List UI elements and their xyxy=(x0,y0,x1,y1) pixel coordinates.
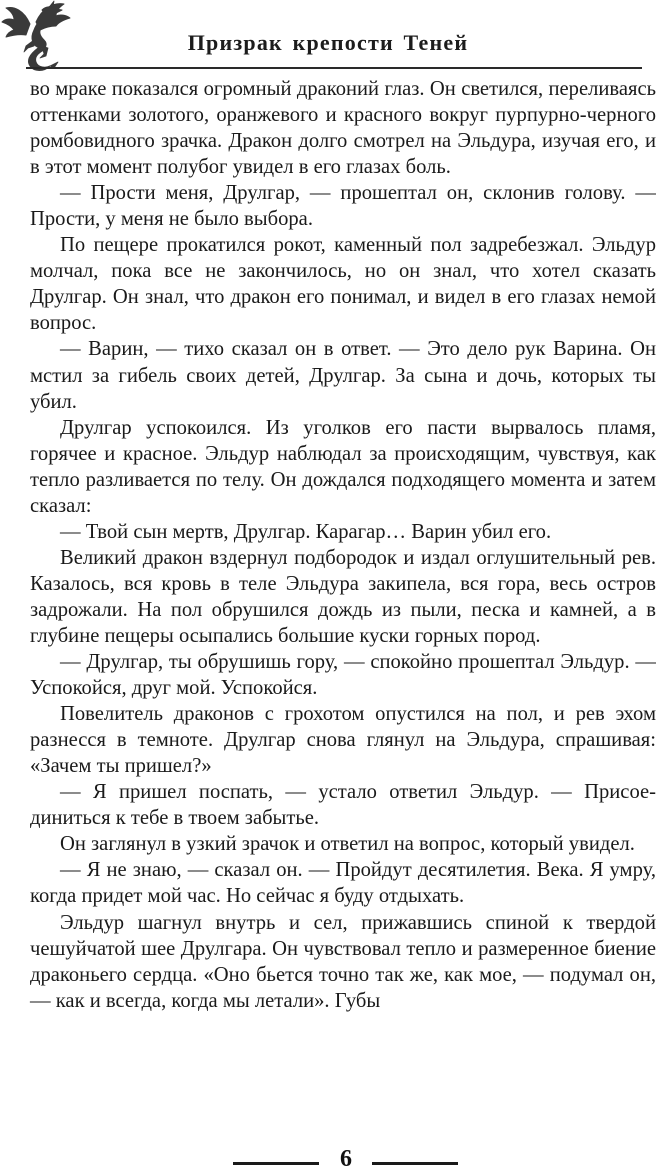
page-body xyxy=(30,76,656,1014)
paragraph: По пещере прокатился рокот, каменный пол задребезжал. Эльдур молчал, пока все не закончилось, но он знал, что хотел сказать Друлгар. Он знал, что дракон его понимал, и видел в его глазах немой вопрос. xyxy=(30,234,656,335)
paragraph: — Друлгар, ты обрушишь гору, — спокойно прошептал Эльдур. — Успокойся, друг мой. Успокойся. xyxy=(30,651,656,700)
paragraph: Друлгар успокоился. Из уголков его пасти вырвалось пламя, горячее и красное. Эльдур наблюдал за происходящим, чувствуя, как тепло разливается по телу. Он дождался подходящего момента и затем сказал: xyxy=(30,416,656,517)
paragraph: Он заглянул в узкий зрачок и ответил на вопрос, который увидел. xyxy=(60,833,635,856)
paragraph: — Варин, — тихо сказал он в ответ. — Это дело рук Варина. Он мстил за гибель своих детей, Друлгар. За сына и дочь, которых ты убил. xyxy=(30,338,656,413)
paragraph: Повелитель драконов с грохотом опустился на пол, и рев эхом разнесся в темноте. Друлгар снова глянул на Эльдура, спрашивая: «Зачем ты пришел?» xyxy=(30,703,656,778)
header-divider xyxy=(26,67,642,69)
paragraph: — Я пришел поспать, — устало ответил Эльдур. — Присоединиться к тебе в твоем забытье. xyxy=(30,781,656,830)
paragraph: — Я не знаю, — сказал он. — Пройдут десятилетия. Века. Я умру, когда придет мой час. Но сейчас я буду отдыхать. xyxy=(30,859,656,908)
paragraph: — Прости меня, Друлгар, — прошептал он, склонив голову. — Прости, у меня не было выбора. xyxy=(30,182,656,231)
footer-rule-left xyxy=(233,1162,319,1165)
page-footer xyxy=(0,1146,656,1172)
paragraph: Великий дракон вздернул подбородок и издал оглушительный рев. Казалось, вся кровь в теле Эльдура закипела, вся гора, весь остров задрожали. На пол обрушился дождь из пыли, песка и камней, а в глубине пещеры осыпались большие куски горных пород. xyxy=(30,546,656,647)
footer-rule-right xyxy=(372,1162,458,1165)
paragraph: Эльдур шагнул внутрь и сел, прижавшись спиной к твердой чешуйчатой шее Друлгара. Он чувствовал тепло и размеренное биение драконьего сердца. «Оно бьется точно так же, как мое, — подумал он, — как и всегда, когда мы летали». Губы xyxy=(30,911,656,1012)
paragraph: во мраке показался огромный драконий глаз. Он светился, переливаясь оттенками золотого, оранжевого и красного вокруг пурпурно-черного ромбовидного зрачка. Дракон долго смотрел на Эльдура, изучая его, и в этот момент полубог увидел в его глазах боль. xyxy=(30,78,656,179)
page-header-title: Призрак крепости Теней xyxy=(187,30,469,55)
paragraph: — Твой сын мертв, Друлгар. Карагар… Варин убил его. xyxy=(60,520,552,543)
page-number: 6 xyxy=(340,1146,352,1172)
